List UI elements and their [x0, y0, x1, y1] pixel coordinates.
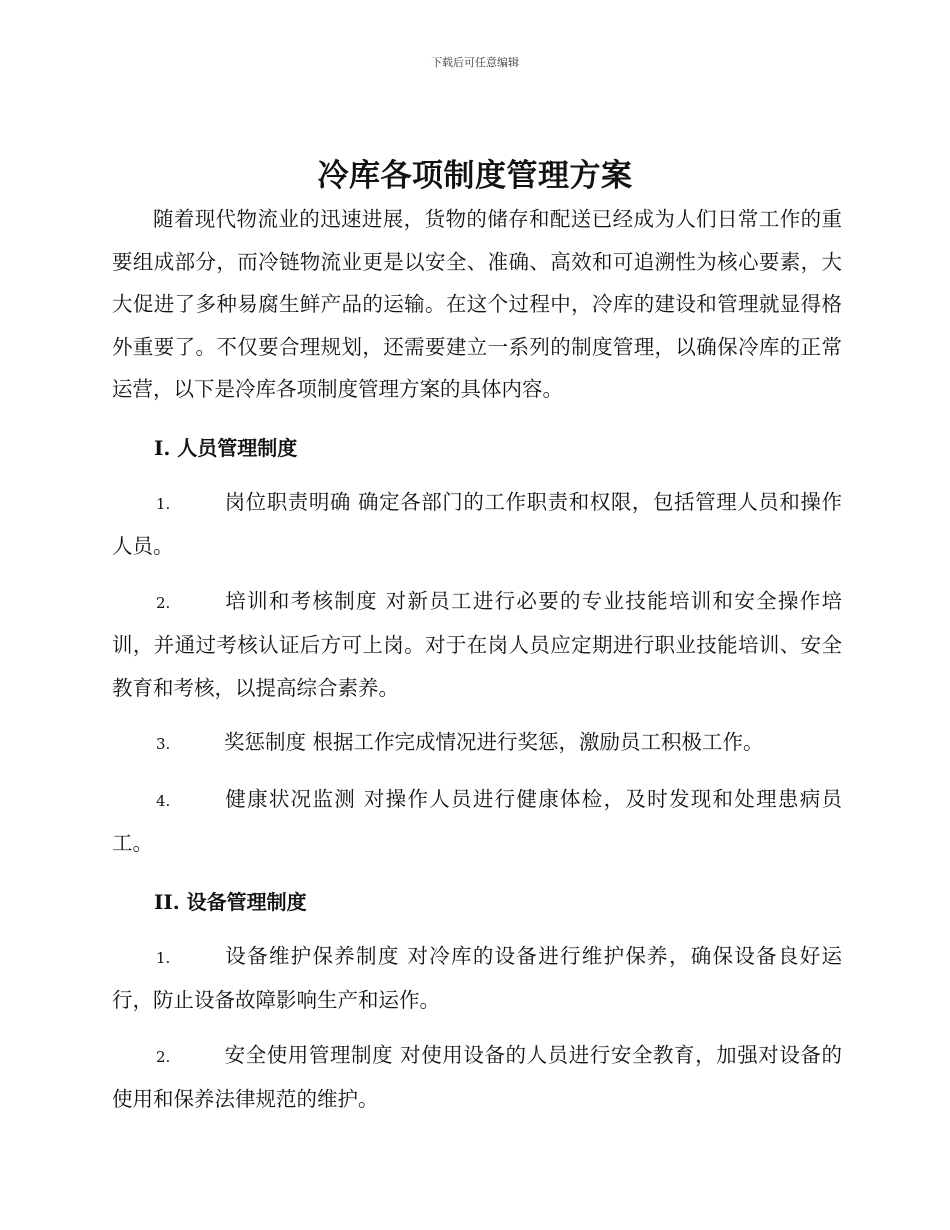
list-item — [112, 778, 842, 865]
list-item-number: 2. — [156, 1047, 171, 1066]
list-item-text: 培训和考核制度 对新员工进行必要的专业技能培训和安全操作培训，并通过考核认证后方可上岗。对于在岗人员应定期进行职业技能培训、安全教育和考核，以提高综合素养。 — [112, 588, 842, 700]
list-item-number: 4. — [156, 791, 171, 810]
document-title: 冷库各项制度管理方案 — [317, 158, 633, 194]
list-item-number: 2. — [156, 593, 171, 612]
list-item — [112, 580, 842, 710]
list-item-text: 健康状况监测 对操作人员进行健康体检，及时发现和处理患病员工。 — [112, 786, 842, 855]
list-item — [112, 481, 842, 568]
list-item-number: 3. — [156, 735, 171, 753]
section-heading: I. 人员管理制度 — [154, 435, 298, 460]
list-item-number: 1. — [156, 494, 171, 513]
intro-paragraph: 随着现代物流业的迅速进展，货物的储存和配送已经成为人们日常工作的重要组成部分，而冷链物流业更是以安全、准确、高效和可追溯性为核心要素，大大促进了多种易腐生鲜产品的运输。在这个过程中，冷库的建设和管理就显得格外重要了。不仅要合理规划，还需要建立一系列的制度管理，以确保冷库的正常运营，以下是冷库各项制度管理方案的具体内容。 — [112, 207, 842, 401]
section-equipment — [112, 881, 842, 1121]
list-item-number: 1. — [156, 948, 171, 967]
section-personnel — [112, 427, 842, 865]
section-heading: II. 设备管理制度 — [154, 889, 307, 914]
list-item-text: 岗位职责明确 确定各部门的工作职责和权限，包括管理人员和操作人员。 — [112, 489, 842, 558]
list-item — [112, 935, 842, 1022]
header-note: 下载后可任意编辑 — [431, 56, 519, 69]
list-item-text: 奖惩制度 根据工作完成情况进行奖惩，激励员工积极工作。 — [224, 730, 764, 754]
list-item-text: 安全使用管理制度 对使用设备的人员进行安全教育，加强对设备的使用和保养法律规范的维护。 — [112, 1042, 842, 1111]
document-body — [112, 198, 842, 1121]
list-item — [112, 721, 842, 766]
list-item-text: 设备维护保养制度 对冷库的设备进行维护保养，确保设备良好运行，防止设备故障影响生产和运作。 — [112, 943, 842, 1012]
list-item — [112, 1034, 842, 1121]
